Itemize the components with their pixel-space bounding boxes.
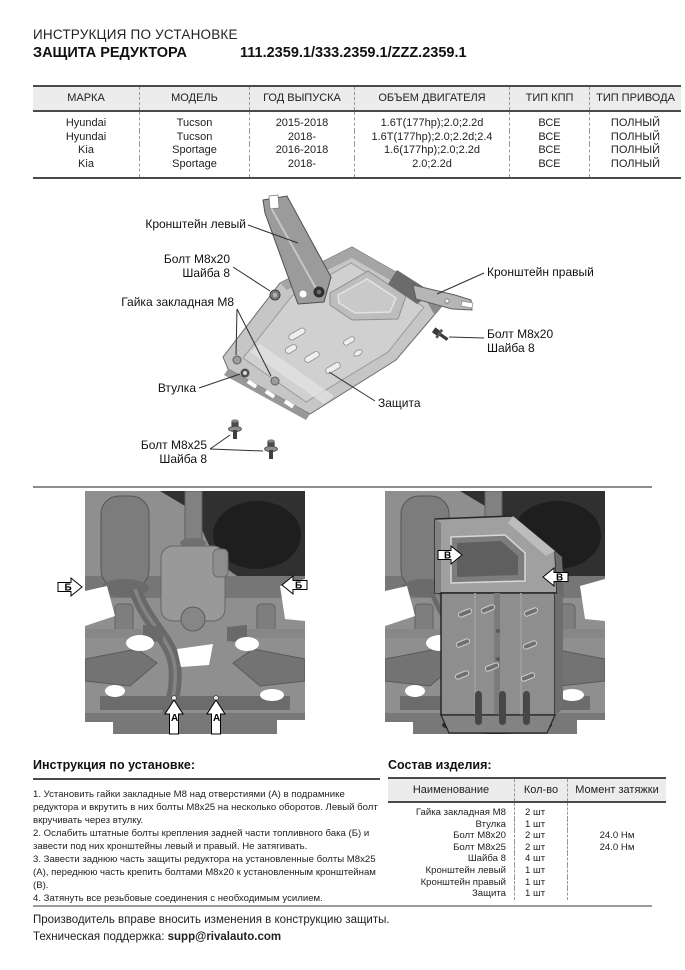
- rivet-nut-point: [233, 356, 241, 364]
- table-row: Болт М8х25 2 шт 24.0 Нм: [388, 842, 666, 854]
- table-row: Болт М8х20 2 шт 24.0 Нм: [388, 830, 666, 842]
- bolt-m8x25-part: [265, 439, 278, 459]
- parts-section: [388, 758, 659, 900]
- label-bolt-m8x20-left: Болт М8х20: [163, 252, 230, 266]
- bolt-m8x25-part: [229, 419, 242, 439]
- label-bolt-m8x25: Болт М8х25: [140, 438, 207, 452]
- support-line: [33, 929, 652, 946]
- label-washer-bottom: Шайба 8: [159, 452, 207, 466]
- bolt-m8x20-left-part: [270, 290, 280, 300]
- col-model: МОДЕЛЬ: [140, 86, 250, 111]
- table-row: Шайба 8 4 шт: [388, 853, 666, 865]
- doc-type-title: ИНСТРУКЦИЯ ПО УСТАНОВКЕ: [33, 27, 238, 42]
- col-qty: Кол-во: [515, 778, 568, 802]
- label-rivet-nut: Гайка закладная М8: [121, 295, 234, 309]
- table-row: Кронштейн правый 1 шт: [388, 877, 666, 889]
- callout-letter: В: [556, 572, 564, 584]
- callout-letter: Б: [64, 582, 72, 594]
- label-bracket-left: Кронштейн левый: [145, 217, 246, 231]
- label-washer-left: Шайба 8: [182, 266, 230, 280]
- bushing-part: [241, 369, 250, 378]
- bracket-left-drawing: [263, 195, 331, 304]
- table-row: Втулка 1 шт: [388, 819, 666, 831]
- callout-letter: А: [213, 713, 221, 724]
- label-bracket-right: Кронштейн правый: [487, 265, 594, 279]
- col-drive: ТИП ПРИВОДА: [590, 86, 682, 111]
- label-bolt-m8x20-right: Болт М8х20: [487, 327, 554, 341]
- fitment-table: [33, 85, 681, 179]
- instruction-step: 4. Затянуть все резьбовые соединения с необходимым усилием.: [33, 893, 323, 904]
- bolt-m8x20-right-part: [431, 326, 451, 344]
- col-engine: ОБЪЕМ ДВИГАТЕЛЯ: [355, 86, 510, 111]
- instruction-step: 3. Завести заднюю часть защиты редуктора на установленные болты М8х25 (А), переднюю часть крепить болтами М8х20 к установленным кронштейнам (В).: [33, 854, 376, 891]
- table-row: Hyundai Tucson 2015-2018 1.6T(177hp);2.0;2.2d ВСЕ ПОЛНЫЙ: [33, 111, 681, 131]
- col-part-name: Наименование: [388, 778, 515, 802]
- instruction-step: 2. Ослабить штатные болты крепления задней части топливного бака (Б) и завести под них кронштейны левый и правый. Не затягивать.: [33, 828, 370, 852]
- label-guard: Защита: [378, 396, 421, 410]
- table-row: Kia Sportage 2018- 2.0;2.2d ВСЕ ПОЛНЫЙ: [33, 158, 681, 179]
- instruction-step: 1. Установить гайки закладные М8 над отверстиями (А) в подрамнике редуктора и вкрутить в них болты М8х25 на несколько оборотов. Левый болт вкручивать через втулку.: [33, 789, 378, 826]
- table-row: Защита 1 шт: [388, 888, 666, 900]
- part-numbers: 111.2359.1/333.2359.1/ZZZ.2359.1: [240, 45, 467, 61]
- exploded-diagram: [0, 188, 685, 480]
- manufacturer-note: Производитель вправе вносить изменения в конструкцию защиты.: [33, 914, 390, 926]
- footer: [33, 912, 652, 946]
- col-gearbox: ТИП КПП: [510, 86, 590, 111]
- divider-line: [33, 905, 652, 907]
- label-bushing: Втулка: [157, 381, 196, 395]
- instructions-title: Инструкция по установке:: [33, 758, 195, 772]
- guard-plate-drawing: [223, 247, 441, 420]
- title-row: [33, 45, 652, 63]
- table-row: Hyundai Tucson 2018- 1.6T(177hp);2.0;2.2d;2.4 ВСЕ ПОЛНЫЙ: [33, 131, 681, 145]
- table-row: Kia Sportage 2016-2018 1.6(177hp);2.0;2.2d ВСЕ ПОЛНЫЙ: [33, 144, 681, 158]
- callout-letter: В: [444, 550, 452, 562]
- photo-after-install: [385, 491, 605, 734]
- instructions-section: [33, 758, 380, 905]
- installation-photos: [0, 485, 685, 737]
- parts-title: Состав изделия:: [388, 758, 492, 772]
- support-label: Техническая поддержка:: [33, 931, 165, 943]
- callout-b-left: [58, 578, 82, 596]
- table-row: Кронштейн левый 1 шт: [388, 865, 666, 877]
- col-brand: МАРКА: [33, 86, 140, 111]
- label-washer-right: Шайба 8: [487, 341, 535, 355]
- table-row: Гайка закладная М8 2 шт: [388, 802, 666, 819]
- photo-before-install: [85, 491, 305, 734]
- fitment-header-row: [33, 86, 681, 111]
- parts-header-row: [388, 778, 666, 802]
- callout-letter: Б: [295, 580, 303, 592]
- divider-line: [33, 778, 380, 780]
- col-year: ГОД ВЫПУСКА: [250, 86, 355, 111]
- rivet-nut-point: [271, 377, 279, 385]
- support-email: supp@rivalauto.com: [167, 931, 282, 943]
- callout-letter: А: [171, 713, 179, 724]
- col-torque: Момент затяжки: [568, 778, 667, 802]
- product-name: ЗАЩИТА РЕДУКТОРА: [33, 45, 187, 61]
